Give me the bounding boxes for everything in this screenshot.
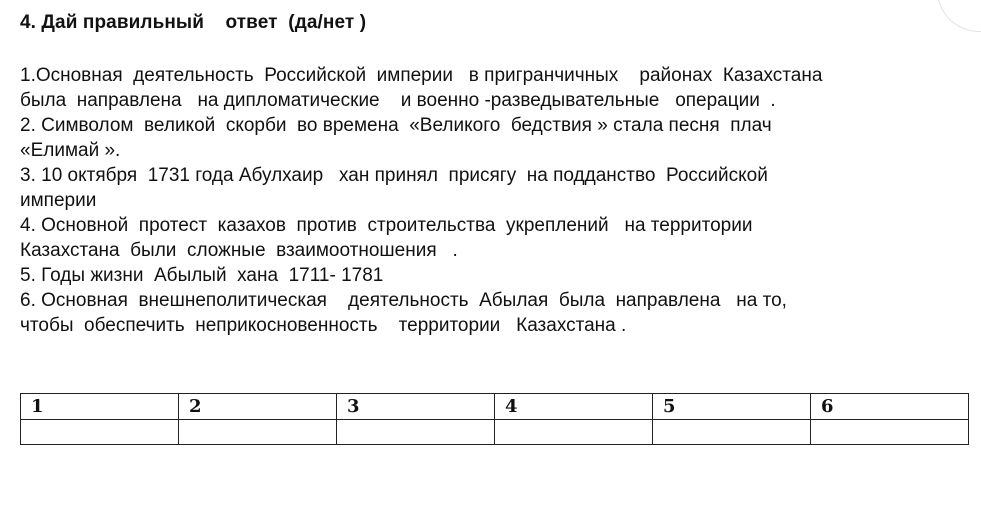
task-title: 4. Дай правильный ответ (да/нет ) [20, 12, 367, 33]
question-3 [20, 163, 965, 213]
question-line: 4. Основной протест казахов против строительства укреплений на территории [20, 215, 753, 236]
question-2 [20, 113, 965, 163]
question-line: империи [20, 190, 97, 211]
question-line: 5. Годы жизни Абылый хана 1711- 1781 [20, 265, 384, 286]
question-line: 3. 10 октября 1731 года Абулхаир хан принял присягу на подданство Российской [20, 165, 768, 186]
answer-cell-6[interactable] [811, 420, 969, 445]
answer-header-cell: 1 [21, 394, 179, 420]
answer-table [20, 393, 969, 445]
corner-circle-decoration [937, 0, 981, 32]
answer-header-cell: 6 [811, 394, 969, 420]
question-6 [20, 288, 965, 338]
question-line: 1.Основная деятельность Российской империи в пригранчичных районах Казахстана [20, 65, 823, 86]
question-line: чтобы обеспечить неприкосновенность территории Казахстана . [20, 315, 627, 336]
question-5 [20, 263, 965, 288]
answer-cell-3[interactable] [337, 420, 495, 445]
answer-header-cell: 2 [179, 394, 337, 420]
question-line: Казахстана были сложные взаимоотношения . [20, 240, 458, 261]
answer-table-answer-row [21, 420, 969, 445]
question-line: была направлена на дипломатические и военно -разведывательные операции . [20, 90, 776, 111]
question-list [20, 63, 965, 338]
question-1 [20, 63, 965, 113]
answer-header-cell: 3 [337, 394, 495, 420]
question-line: «Елимай ». [20, 140, 121, 161]
answer-cell-4[interactable] [495, 420, 653, 445]
answer-header-cell: 5 [653, 394, 811, 420]
question-4 [20, 213, 965, 263]
answer-table-header-row [21, 394, 969, 420]
question-line: 2. Символом великой скорби во времена «Великого бедствия » стала песня плач [20, 115, 772, 136]
question-line: 6. Основная внешнеполитическая деятельность Абылая была направлена на то, [20, 290, 787, 311]
answer-cell-2[interactable] [179, 420, 337, 445]
answer-cell-1[interactable] [21, 420, 179, 445]
answer-cell-5[interactable] [653, 420, 811, 445]
answer-header-cell: 4 [495, 394, 653, 420]
